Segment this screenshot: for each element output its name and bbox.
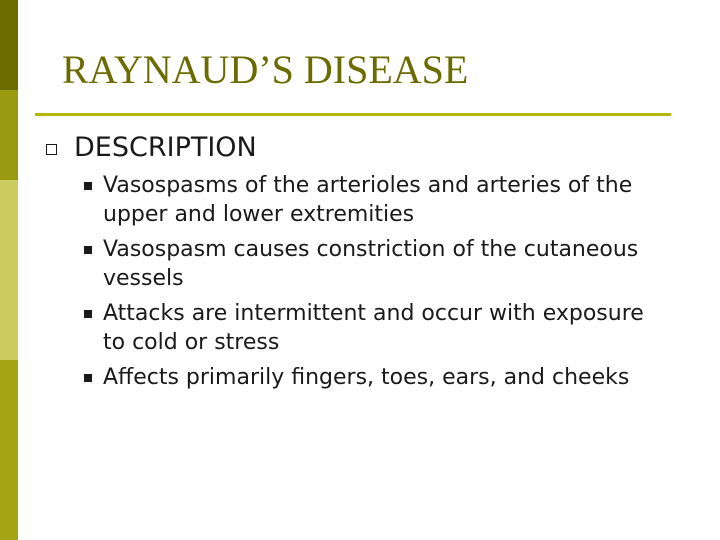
title-divider <box>35 113 671 116</box>
side-band-upper-middle <box>0 90 18 180</box>
list-item <box>84 364 664 393</box>
square-bullet-icon <box>84 182 92 190</box>
slide-title: RAYNAUD’S DISEASE <box>62 47 469 92</box>
list-item-text: Affects primarily fingers, toes, ears, and cheeks <box>103 365 630 390</box>
section-heading: DESCRIPTION <box>74 132 257 163</box>
side-band-lower-middle <box>0 180 18 360</box>
side-band-bottom <box>0 360 18 540</box>
list-item-text: Attacks are intermittent and occur with exposure to cold or stress <box>103 301 644 355</box>
hollow-square-bullet-icon <box>46 144 57 155</box>
list-item <box>84 172 664 229</box>
description-bullet-list <box>84 172 664 400</box>
list-item-text: Vasospasm causes constriction of the cutaneous vessels <box>103 237 639 291</box>
list-item-text: Vasospasms of the arterioles and arteries of the upper and lower extremities <box>103 173 633 227</box>
list-item <box>84 300 664 357</box>
square-bullet-icon <box>84 246 92 254</box>
square-bullet-icon <box>84 310 92 318</box>
list-item <box>84 236 664 293</box>
square-bullet-icon <box>84 374 92 382</box>
side-band-top <box>0 0 18 90</box>
